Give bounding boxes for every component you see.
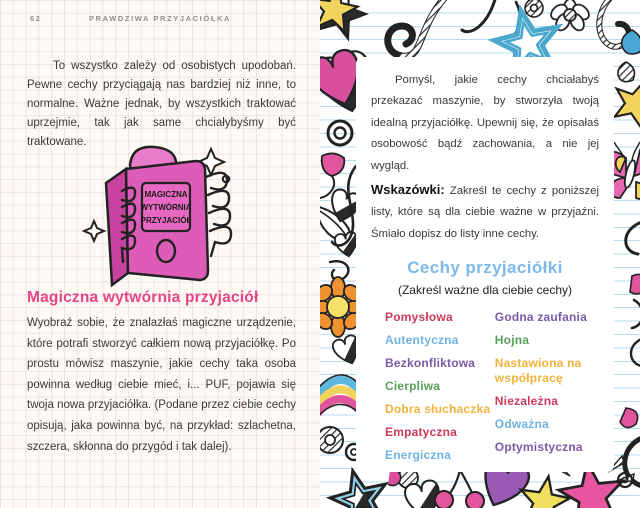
tips-text: Zakreśl te cechy z poniższej listy, które są dla ciebie ważne w przyjaźni. Śmiało dopisz do listy inne cechy. [371, 185, 599, 240]
cherries-doodle [435, 470, 484, 508]
circle-doodle [328, 121, 352, 145]
trait-item: Odważna [494, 417, 549, 432]
swirl-doodle [388, 0, 520, 56]
spring-coil-right [206, 173, 231, 256]
trait-item: Energiczna [385, 448, 452, 463]
paragraph-intro: To wszystko zależy od osobistych upodobań. Pewne cechy przyciągają nas bardziej niż inne, to normalne. Ważne jednak, by wszystkich traktować uprzejmie, tak jak same chciałybyśmy być traktowane. [27, 60, 296, 148]
trait-item: Dobra słuchaczka [385, 402, 491, 417]
petal-doodle [620, 274, 640, 427]
page-header [0, 14, 320, 28]
machine-label-line3: PRZYJACIÓŁ [140, 216, 192, 225]
circle-doodle [525, 0, 543, 17]
trait-item: Nastawiona na współpracę [494, 356, 582, 386]
trait-item: Optymistyczna [494, 440, 583, 455]
running-header: PRAWDZIWA PRZYJACIÓŁKA [88, 14, 231, 23]
trait-item: Niezależna [494, 394, 559, 409]
drop-doodle [618, 30, 640, 82]
trait-item: Cierpliwa [385, 379, 441, 394]
paragraph-think: Pomyśl, jakie cechy chciałabyś przekazać maszynie, by stworzyła twoją idealną przyjaciółkę. Upewnij się, że opisałaś osobowość bądź zachowania, a nie jej wygląd. [371, 74, 599, 172]
trait-item: Godna zaufania [494, 310, 587, 325]
tips-paragraph [371, 179, 599, 245]
section-heading: Magiczna wytwórnia przyjaciół [27, 289, 259, 306]
page-number: 62 [30, 14, 42, 23]
trait-item: Hojna [494, 333, 530, 348]
paragraph-machine: Wyobraź sobie, że znalazłaś magiczne urządzenie, które potrafi stworzyć całkiem nową przyjaciółkę. Po prostu mówisz maszynie, jakie cechy taka osoba powinna według ciebie mieć, i... PUF, pojawia się twoja nowa przyjaciółka. (Podane przez ciebie cechy opisują, jaka powinna być, na przykład: szlachetna, szczera, skłonna do przygód i tak dalej). [27, 317, 296, 453]
trait-column-left [385, 310, 495, 471]
trait-item: Empatyczna [385, 425, 458, 440]
tips-label: Wskazówki: [371, 182, 445, 198]
trait-item: Autentyczna [385, 333, 459, 348]
trait-item: Bezkonfliktowa [385, 356, 476, 371]
machine-label-line2: WYTWÓRNIA [140, 203, 192, 212]
content-panel [356, 57, 614, 472]
trait-list-title: Cechy przyjaciółki [407, 258, 563, 278]
trait-list [371, 310, 599, 471]
star-doodle [320, 0, 372, 42]
trait-column-right [495, 310, 599, 471]
trait-item: Pomysłowa [385, 310, 453, 325]
machine-label-line1: MAGICZNA [144, 190, 188, 199]
right-page [320, 0, 640, 508]
trait-list-subtitle: (Zakreśl ważne dla ciebie cechy) [397, 283, 573, 298]
friend-machine-illustration [78, 143, 288, 293]
friend-machine-drawing [78, 143, 288, 293]
